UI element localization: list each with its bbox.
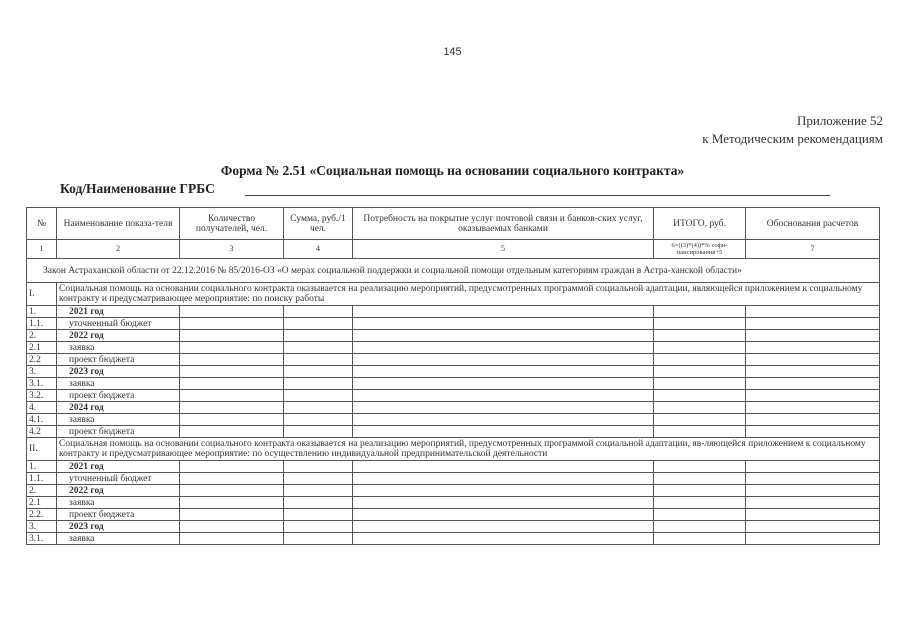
empty-cell[interactable]: [180, 509, 284, 521]
empty-cell[interactable]: [654, 378, 746, 390]
row-number: 2.1: [27, 497, 57, 509]
empty-cell[interactable]: [746, 354, 880, 366]
table-row: [27, 497, 880, 509]
empty-cell[interactable]: [353, 390, 654, 402]
empty-cell[interactable]: [654, 521, 746, 533]
table-row: [27, 414, 880, 426]
appendix-line-1: Приложение 52: [796, 113, 883, 128]
column-number-cell: 6=((3)*(4))*% софи-нансирования+5: [654, 240, 746, 259]
row-number: 2.: [27, 485, 57, 497]
section-row: [27, 438, 880, 461]
grbs-label: Код/Наименование ГРБС: [60, 181, 215, 196]
empty-cell[interactable]: [746, 497, 880, 509]
empty-cell[interactable]: [284, 426, 353, 438]
table-row: [27, 306, 880, 318]
empty-cell[interactable]: [654, 533, 746, 545]
row-label: заявка: [57, 342, 180, 354]
empty-cell[interactable]: [284, 473, 353, 485]
empty-cell[interactable]: [654, 497, 746, 509]
empty-cell[interactable]: [180, 414, 284, 426]
empty-cell[interactable]: [654, 366, 746, 378]
grbs-input-line[interactable]: [245, 195, 830, 196]
empty-cell[interactable]: [746, 318, 880, 330]
empty-cell[interactable]: [284, 318, 353, 330]
row-label: 2024 год: [57, 402, 180, 414]
row-label: уточненный бюджет: [57, 473, 180, 485]
header-cell: Потребность на покрытие услуг почтовой связи и банков-ских услуг, оказываемых банками: [353, 208, 654, 240]
column-number-cell: 3: [180, 240, 284, 259]
empty-cell[interactable]: [180, 485, 284, 497]
empty-cell[interactable]: [180, 402, 284, 414]
table-row: [27, 330, 880, 342]
empty-cell[interactable]: [353, 366, 654, 378]
row-number: 1.1.: [27, 473, 57, 485]
row-number: 2.2.: [27, 509, 57, 521]
header-row: [27, 208, 880, 240]
page-number: 145: [443, 46, 462, 58]
empty-cell[interactable]: [353, 497, 654, 509]
empty-cell[interactable]: [353, 473, 654, 485]
row-label: 2023 год: [57, 366, 180, 378]
row-number: 4.1.: [27, 414, 57, 426]
empty-cell[interactable]: [284, 402, 353, 414]
header-cell: №: [27, 208, 57, 240]
header-cell: ИТОГО, руб.: [654, 208, 746, 240]
empty-cell[interactable]: [284, 342, 353, 354]
empty-cell[interactable]: [746, 461, 880, 473]
empty-cell[interactable]: [746, 521, 880, 533]
row-number: 2.: [27, 330, 57, 342]
empty-cell[interactable]: [180, 366, 284, 378]
row-number: 4.2: [27, 426, 57, 438]
empty-cell[interactable]: [180, 378, 284, 390]
row-label: проект бюджета: [57, 426, 180, 438]
row-number: 3.: [27, 521, 57, 533]
header-cell: Сумма, руб./1 чел.: [284, 208, 353, 240]
row-number: 4.: [27, 402, 57, 414]
column-number-row: [27, 240, 880, 259]
form-title: Форма № 2.51 «Социальная помощь на основании социального контракта»: [220, 163, 685, 178]
section-text: Социальная помощь на основании социального контракта оказывается на реализацию мероприятий, предусмотренных программой социальной адаптации, являющейся приложением к социальному контракту и предусматривающее мероприятие: по поиску работы: [57, 283, 880, 306]
empty-cell[interactable]: [746, 414, 880, 426]
table-row: [27, 461, 880, 473]
empty-cell[interactable]: [746, 390, 880, 402]
empty-cell[interactable]: [353, 330, 654, 342]
empty-cell[interactable]: [654, 509, 746, 521]
empty-cell[interactable]: [180, 342, 284, 354]
table-row: [27, 390, 880, 402]
empty-cell[interactable]: [746, 378, 880, 390]
row-number: 2.1: [27, 342, 57, 354]
empty-cell[interactable]: [180, 426, 284, 438]
empty-cell[interactable]: [353, 461, 654, 473]
empty-cell[interactable]: [284, 509, 353, 521]
column-number-cell: 1: [27, 240, 57, 259]
row-number: 3.1.: [27, 378, 57, 390]
empty-cell[interactable]: [654, 485, 746, 497]
empty-cell[interactable]: [654, 306, 746, 318]
empty-cell[interactable]: [654, 330, 746, 342]
row-label: 2023 год: [57, 521, 180, 533]
empty-cell[interactable]: [654, 473, 746, 485]
empty-cell[interactable]: [284, 461, 353, 473]
empty-cell[interactable]: [746, 533, 880, 545]
row-label: заявка: [57, 414, 180, 426]
empty-cell[interactable]: [180, 306, 284, 318]
empty-cell[interactable]: [353, 306, 654, 318]
empty-cell[interactable]: [654, 354, 746, 366]
empty-cell[interactable]: [180, 330, 284, 342]
table-row: [27, 318, 880, 330]
empty-cell[interactable]: [284, 521, 353, 533]
empty-cell[interactable]: [353, 354, 654, 366]
row-label: 2022 год: [57, 330, 180, 342]
column-number-cell: 7: [746, 240, 880, 259]
row-label: проект бюджета: [57, 354, 180, 366]
form-table: [26, 207, 880, 545]
empty-cell[interactable]: [746, 473, 880, 485]
table-row: [27, 533, 880, 545]
empty-cell[interactable]: [654, 342, 746, 354]
empty-cell[interactable]: [353, 426, 654, 438]
row-number: 1.1.: [27, 318, 57, 330]
table-row: [27, 473, 880, 485]
row-label: уточненный бюджет: [57, 318, 180, 330]
row-number: 3.: [27, 366, 57, 378]
table-row: [27, 402, 880, 414]
empty-cell[interactable]: [180, 390, 284, 402]
law-row: [27, 259, 880, 283]
row-number: 2.2: [27, 354, 57, 366]
empty-cell[interactable]: [353, 402, 654, 414]
empty-cell[interactable]: [746, 330, 880, 342]
section-row: [27, 283, 880, 306]
empty-cell[interactable]: [654, 426, 746, 438]
table-row: [27, 354, 880, 366]
empty-cell[interactable]: [284, 497, 353, 509]
section-text: Социальная помощь на основании социального контракта оказывается на реализацию мероприятий, предусмотренных программой социальной адаптации, яв-ляющейся приложением к социальному контракту и предусматривающее мероприятие: по осуществлению индивидуальной предпринимательской деятельности: [57, 438, 880, 461]
empty-cell[interactable]: [180, 473, 284, 485]
column-number-cell: 4: [284, 240, 353, 259]
law-text: Закон Астраханской области от 22.12.2016 № 85/2016-ОЗ «О мерах социальной поддержки и социальной помощи отдельным категориям граждан в Астра-ханской области»: [27, 259, 880, 283]
row-label: 2022 год: [57, 485, 180, 497]
row-number: 1.: [27, 306, 57, 318]
empty-cell[interactable]: [746, 366, 880, 378]
empty-cell[interactable]: [284, 306, 353, 318]
row-number: 1.: [27, 461, 57, 473]
row-label: 2021 год: [57, 461, 180, 473]
table-row: [27, 485, 880, 497]
table-row: [27, 378, 880, 390]
table-row: [27, 366, 880, 378]
empty-cell[interactable]: [353, 342, 654, 354]
empty-cell[interactable]: [746, 402, 880, 414]
header-cell: Количество получателей, чел.: [180, 208, 284, 240]
empty-cell[interactable]: [654, 402, 746, 414]
header-cell: Наименование показа-теля: [57, 208, 180, 240]
empty-cell[interactable]: [353, 485, 654, 497]
empty-cell[interactable]: [284, 366, 353, 378]
empty-cell[interactable]: [180, 497, 284, 509]
table-row: [27, 342, 880, 354]
appendix-note: [702, 112, 883, 148]
empty-cell[interactable]: [353, 509, 654, 521]
section-number: I.: [27, 283, 57, 306]
row-label: проект бюджета: [57, 390, 180, 402]
empty-cell[interactable]: [353, 378, 654, 390]
empty-cell[interactable]: [353, 414, 654, 426]
table-row: [27, 521, 880, 533]
column-number-cell: 2: [57, 240, 180, 259]
row-label: заявка: [57, 378, 180, 390]
empty-cell[interactable]: [746, 306, 880, 318]
empty-cell[interactable]: [654, 318, 746, 330]
row-number: 3.2.: [27, 390, 57, 402]
empty-cell[interactable]: [353, 318, 654, 330]
empty-cell[interactable]: [353, 521, 654, 533]
row-number: 3.1.: [27, 533, 57, 545]
empty-cell[interactable]: [284, 533, 353, 545]
empty-cell[interactable]: [180, 461, 284, 473]
empty-cell[interactable]: [746, 426, 880, 438]
empty-cell[interactable]: [180, 318, 284, 330]
empty-cell[interactable]: [353, 533, 654, 545]
table-row: [27, 509, 880, 521]
empty-cell[interactable]: [746, 485, 880, 497]
column-number-cell: 5: [353, 240, 654, 259]
empty-cell[interactable]: [284, 378, 353, 390]
empty-cell[interactable]: [284, 330, 353, 342]
empty-cell[interactable]: [180, 521, 284, 533]
table-row: [27, 426, 880, 438]
header-cell: Обоснования расчетов: [746, 208, 880, 240]
row-label: заявка: [57, 497, 180, 509]
empty-cell[interactable]: [746, 342, 880, 354]
section-number: II.: [27, 438, 57, 461]
empty-cell[interactable]: [284, 485, 353, 497]
row-label: заявка: [57, 533, 180, 545]
appendix-line-2: к Методическим рекомендациям: [702, 131, 883, 146]
empty-cell[interactable]: [654, 390, 746, 402]
row-label: проект бюджета: [57, 509, 180, 521]
empty-cell[interactable]: [654, 461, 746, 473]
empty-cell[interactable]: [284, 414, 353, 426]
empty-cell[interactable]: [180, 354, 284, 366]
empty-cell[interactable]: [180, 533, 284, 545]
empty-cell[interactable]: [746, 509, 880, 521]
row-label: 2021 год: [57, 306, 180, 318]
empty-cell[interactable]: [284, 354, 353, 366]
empty-cell[interactable]: [654, 414, 746, 426]
empty-cell[interactable]: [284, 390, 353, 402]
